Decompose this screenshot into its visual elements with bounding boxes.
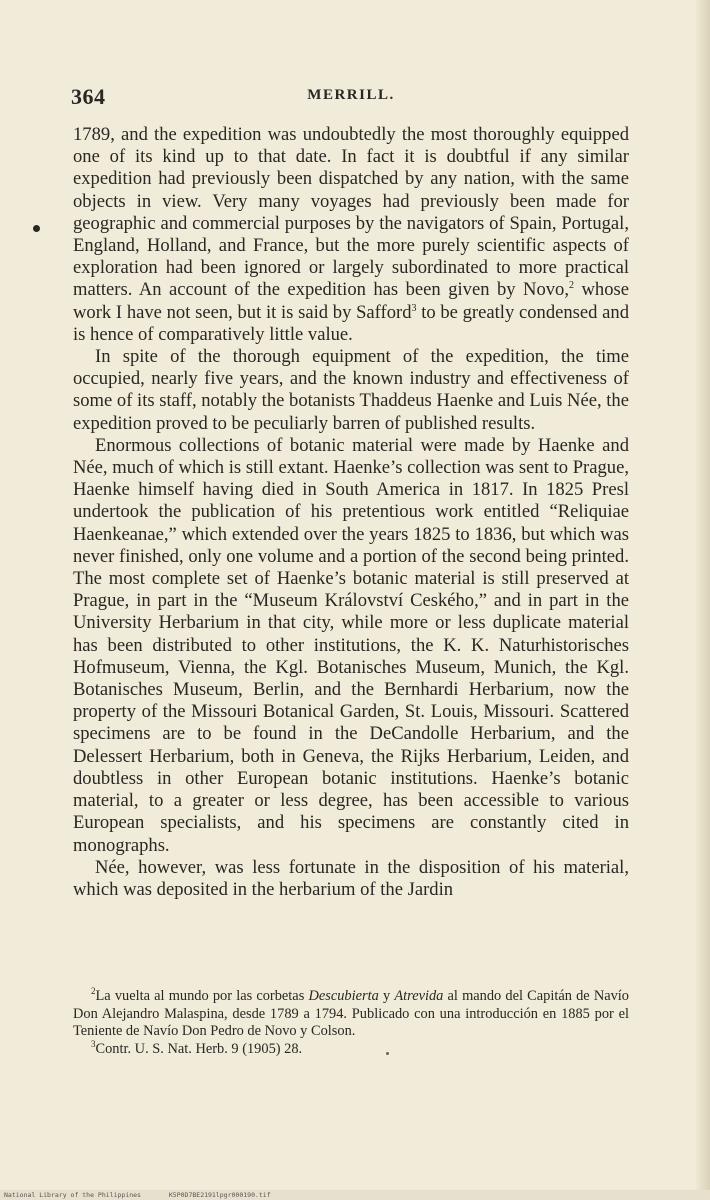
- footnote-3: [73, 1038, 629, 1059]
- running-head: MERRILL.: [307, 87, 395, 103]
- footnote-3-text: Contr. U. S. Nat. Herb. 9 (1905) 28.: [95, 1040, 303, 1057]
- footnotes: [73, 988, 629, 1058]
- page-header: [71, 84, 631, 114]
- footnote-2-mark: 2: [91, 986, 96, 997]
- paragraph-4: Née, however, was less fortunate in the disposition of his material, which was deposited in the herbarium of the Jardin: [73, 856, 629, 900]
- page-edge: [696, 0, 710, 1200]
- footnote-2-ship-1: Descubierta: [308, 988, 379, 1004]
- paragraph-1-end: to be greatly condensed and is hence of comparatively little value.: [73, 301, 629, 345]
- footnote-ref-3: 3: [411, 302, 417, 314]
- footnote-2-pre: La vuelta al mundo por las corbetas: [95, 988, 309, 1004]
- body-text: [73, 124, 629, 901]
- footnote-2-post: al mando del Capitán de Navío Don Alejandro Malaspina, desde 1789 a 1794. Publicado con una introducción en 1885 por el Teniente de Navío Don Pedro de Novo y Colson.: [73, 988, 630, 1040]
- paragraph-1: [73, 124, 629, 346]
- scan-file-id: K5P0D7BE2191lpgr000190.tif: [168, 1191, 271, 1199]
- page-number: 364: [71, 84, 106, 109]
- paragraph-2: In spite of the thorough equipment of the expedition, the time occupied, nearly five years, and the known industry and effectiveness of some of its staff, notably the botanists Thaddeus Haenke and Luis Née, the expedition proved to be peculiarly barren of published results.: [73, 346, 629, 434]
- scan-footer: [4, 1191, 295, 1199]
- paragraph-1-text: 1789, and the expedition was undoubtedly the most thoroughly equipped one of its kind up to that date. In fact it is doubtful if any similar expedition had previously been dispatched by any nation, with the same objects in view. Very many voyages had previously been made for geographic and commercial purposes by the navigators of Spain, Portugal, England, Holland, and France, but the more purely scientific aspects of exploration had been ignored or largely subordinated to more practical matters. An account of the expedition has been given by Novo,: [73, 124, 629, 301]
- paragraph-3: Enormous collections of botanic material were made by Haenke and Née, much of which is still extant. Haenke’s collection was sent to Prague, Haenke himself having died in South America in 1817. In 1825 Presl undertook the publication of his pretentious work entitled “Reliquiae Haenkeanae,” which extended over the years 1825 to 1836, but which was never finished, only one volume and a portion of the second being printed. The most complete set of Haenke’s botanic material is still preserved at Prague, in part in the “Museum Království Ceského,” and in part in the University Herbarium in that city, while more or less duplicate material has been distributed to other institutions, the K. K. Naturhistorisches Hofmuseum, Vienna, the Kgl. Botanisches Museum, Munich, the Kgl. Botanisches Museum, Berlin, and the Bernhardi Herbarium, now the property of the Missouri Botanical Garden, St. Louis, Missouri. Scattered specimens are to be found in the DeCandolle Herbarium, and the Delessert Herbarium, both in Geneva, the Rijks Herbarium, Leiden, and doubtless in other European botanic institutions. Haenke’s botanic material, to a greater or less degree, has been accessible to various European specialists, and his specimens are constantly cited in monographs.: [73, 434, 629, 856]
- scan-library: National Library of the Philippines: [4, 1191, 141, 1199]
- footnote-2-y: y: [378, 988, 395, 1004]
- footnote-ref-2: 2: [569, 280, 575, 292]
- paragraph-1-mid: whose work I have not seen, but it is said by Safford: [73, 279, 629, 323]
- margin-dot: [33, 225, 40, 232]
- scan-speck: [386, 1052, 389, 1055]
- footnote-3-mark: 3: [91, 1038, 96, 1049]
- footnote-2: [73, 988, 629, 1041]
- footnote-2-ship-2: Atrevida: [394, 988, 444, 1004]
